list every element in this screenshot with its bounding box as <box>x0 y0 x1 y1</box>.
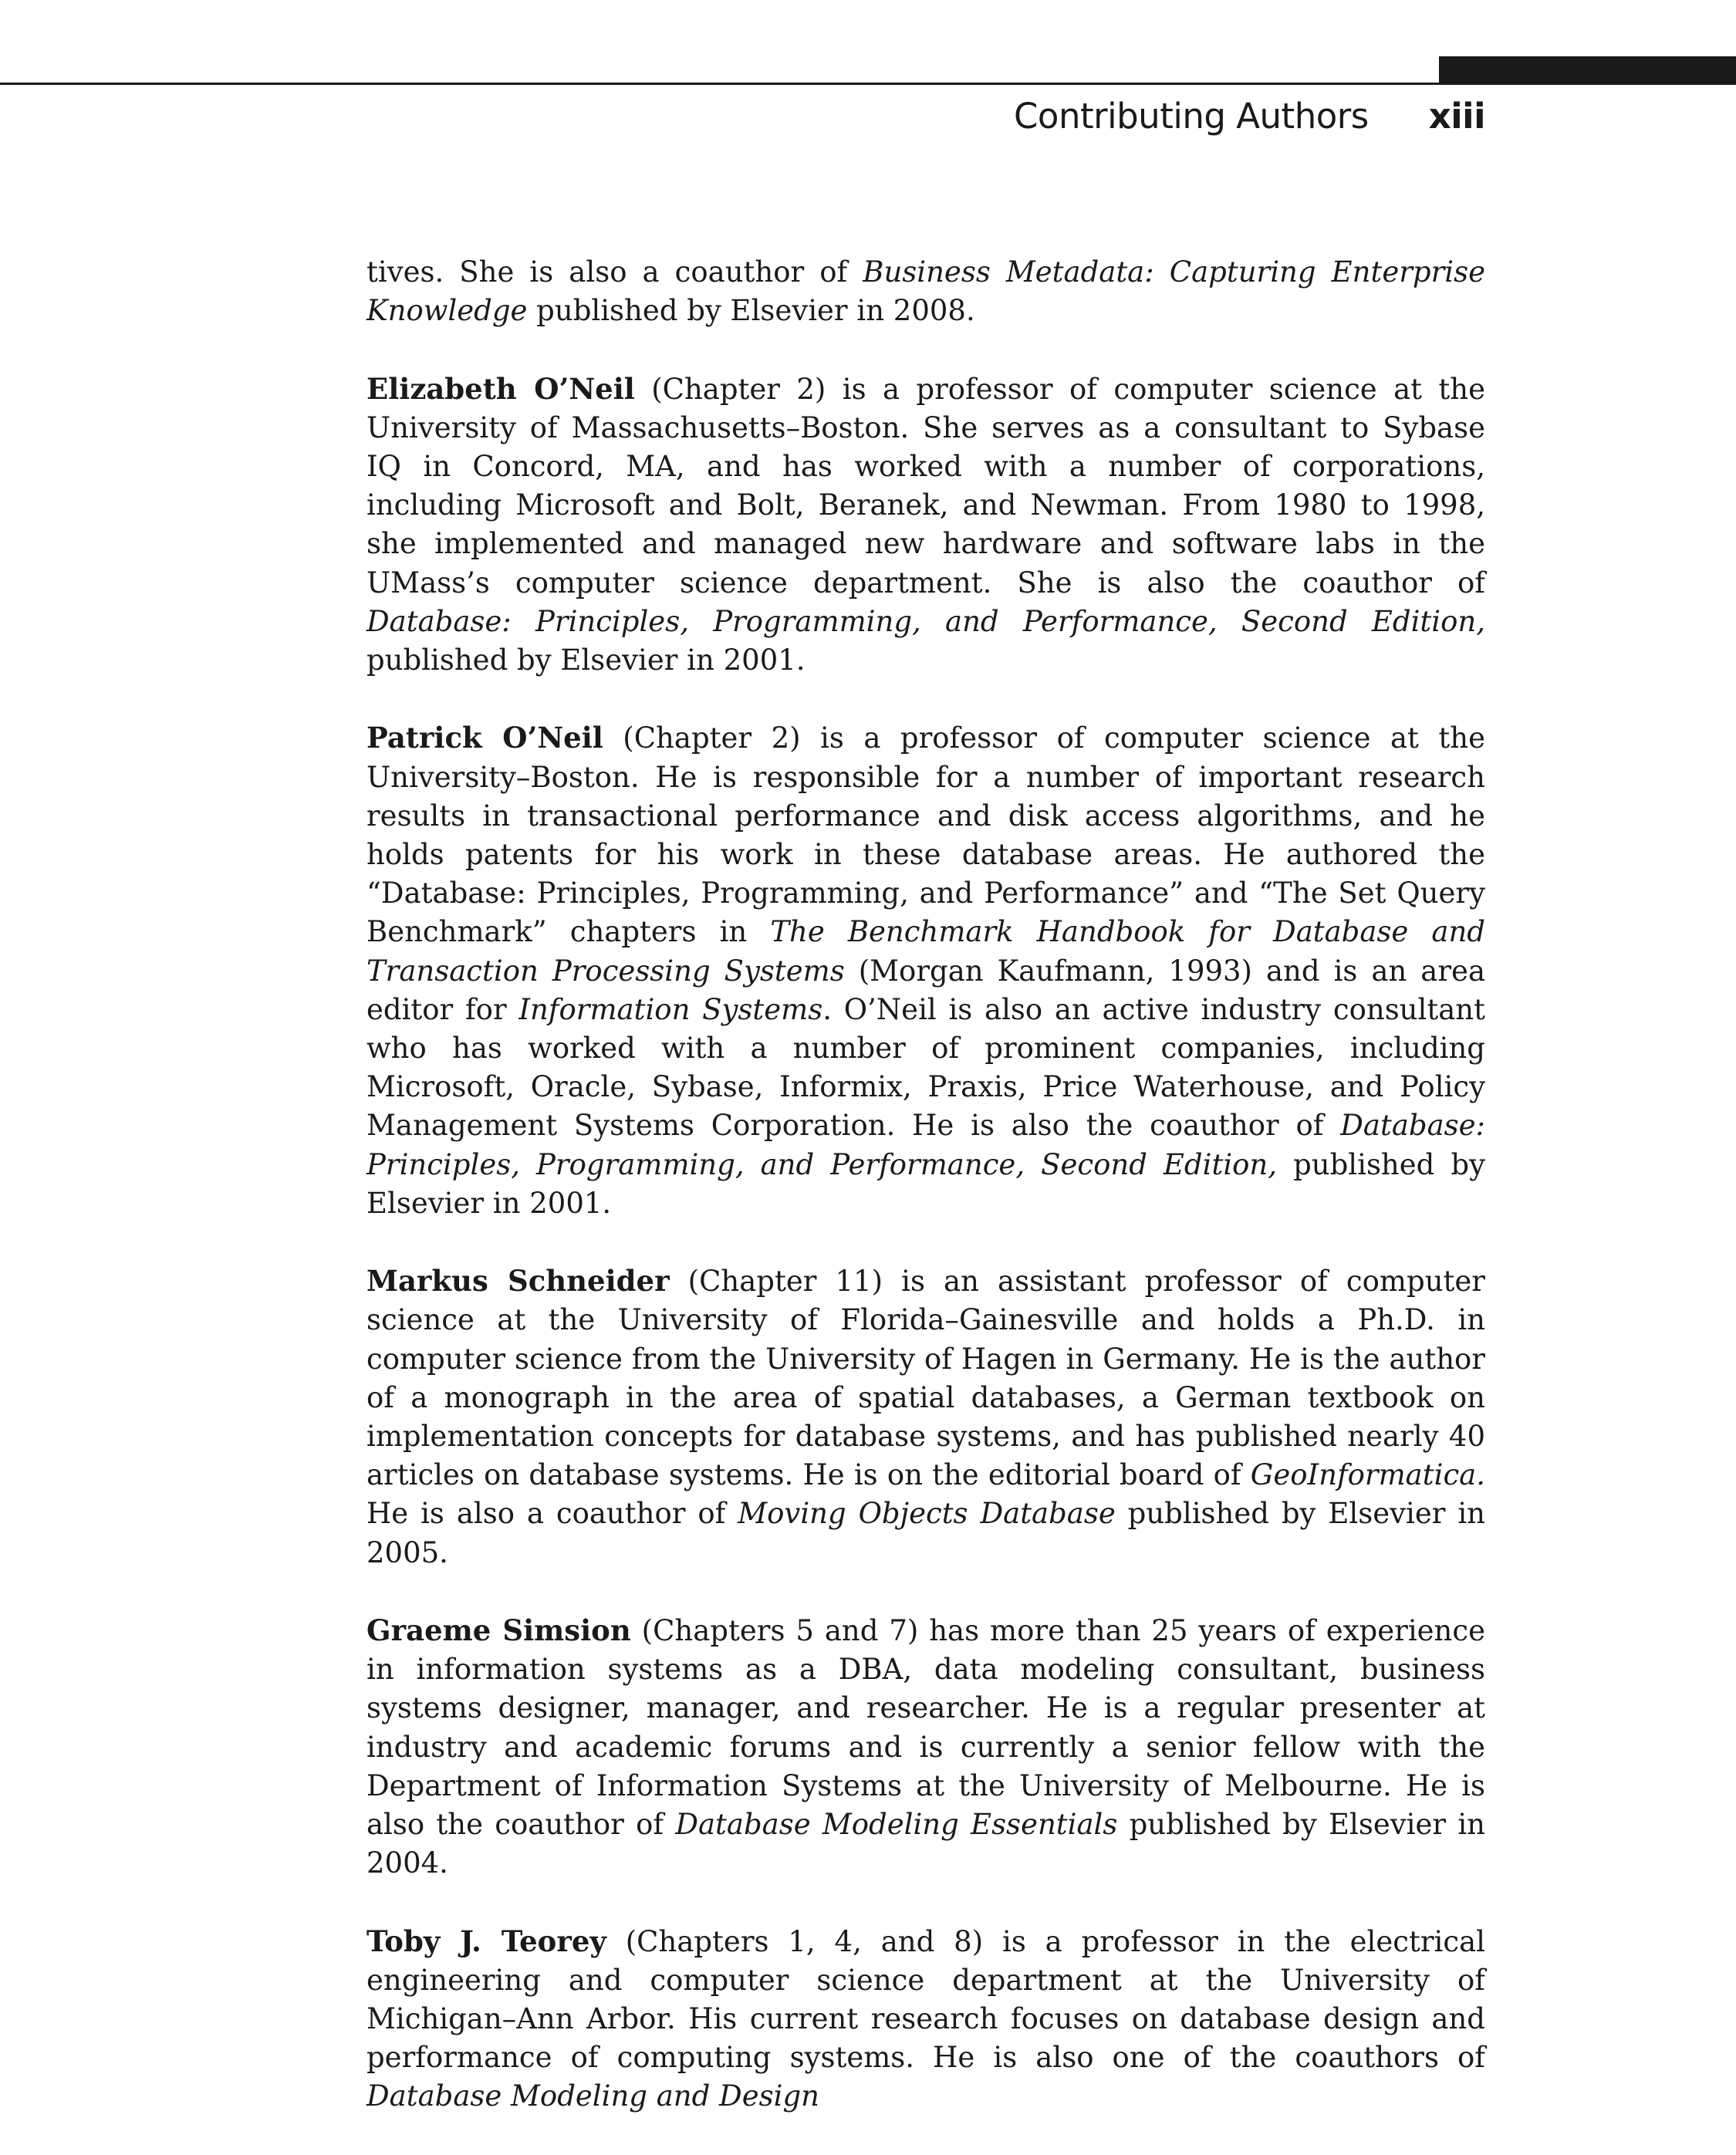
author-name: Elizabeth O’Neil <box>366 371 635 406</box>
journal-title: Information Systems <box>518 992 823 1026</box>
author-bio-patrick-oneil <box>366 718 1485 1223</box>
book-title: Database Modeling Essentials <box>675 1808 1118 1842</box>
page-number: xiii <box>1428 96 1485 137</box>
book-title: Database: Principles, Programming, and Performance, Second Edition, <box>366 604 1485 638</box>
author-bio-toby-teorey <box>366 1922 1485 2116</box>
book-title: Moving Objects Database <box>738 1497 1116 1531</box>
text-run: (Chapter 2) is a professor of computer science at the University of Massachusetts–Boston. She serves as a consultant to Sybase IQ in Concord, MA, and has worked with a number of corporations, including Microsoft and Bolt, Beranek, and Newman. From 1980 to 1998, she implemented and managed new hardware and software labs in the UMass’s computer science department. She is also the coauthor of <box>366 372 1485 600</box>
text-run: published by Elsevier in 2004. <box>366 1808 1485 1880</box>
book-title: Business Metadata: Capturing Enterprise Knowledge <box>366 255 1485 328</box>
author-name: Markus Schneider <box>366 1264 670 1299</box>
text-run: tives. She is also a coauthor of <box>366 255 863 289</box>
text-run: (Chapters 5 and 7) has more than 25 years of experience in information systems as a DBA, data modeling consultant, business systems designer, manager, and researcher. He is a regular presenter at industry and academic forums and is currently a senior fellow with the Department of Information Systems at the University of Melbourne. He is also the coauthor of <box>366 1614 1485 1842</box>
header-tab-bar <box>1439 56 1736 85</box>
book-title: Database Modeling and Design <box>366 2079 819 2113</box>
paragraph-continuation <box>366 253 1485 330</box>
author-name: Patrick O’Neil <box>366 721 603 755</box>
text-run: (Chapter 11) is an assistant professor of computer science at the University of Florida–Gainesville and holds a Ph.D. in computer science from the University of Hagen in Germany. He is the author of a monograph in the area of spatial databases, a German textbook on implementation concepts for database systems, and has published nearly 40 articles on database systems. He is on the editorial board of <box>366 1265 1485 1492</box>
body-text <box>366 253 1485 2155</box>
author-name: Graeme Simsion <box>366 1613 631 1648</box>
section-title: Contributing Authors <box>1014 96 1369 137</box>
author-bio-elizabeth-oneil <box>366 370 1485 681</box>
text-run: published by Elsevier in 2005. <box>366 1497 1485 1569</box>
text-run: published by Elsevier in 2001. <box>366 1147 1485 1220</box>
text-run: (Morgan Kaufmann, 1993) and is an area editor for <box>366 954 1486 1026</box>
text-run: He is also a coauthor of <box>366 1497 738 1531</box>
journal-title: GeoInformatica. <box>1250 1458 1485 1492</box>
text-run: (Chapter 2) is a professor of computer science at the University–Boston. He is responsible for a number of important research results in transactional performance and disk access algorithms, and he holds patents for his work in these database areas. He authored the “Database: Principles, Programming, and Performance” and “The Set Query Benchmark” chapters in <box>366 721 1485 949</box>
author-name: Toby J. Teorey <box>366 1924 606 1958</box>
running-head <box>1014 91 1485 142</box>
text-run: published by Elsevier in 2001. <box>366 643 806 677</box>
author-bio-markus-schneider <box>366 1262 1485 1572</box>
book-title: The Benchmark Handbook for Database and Transaction Processing Systems <box>366 915 1485 988</box>
text-run: (Chapters 1, 4, and 8) is a professor in the electrical engineering and computer science department at the University of Michigan–Ann Arbor. His current research focuses on database design and performance of computing systems. He is also one of the coauthors of <box>366 1924 1486 2075</box>
author-bio-graeme-simsion <box>366 1611 1485 1883</box>
text-run: published by Elsevier in 2008. <box>527 294 975 328</box>
book-title: Database: Principles, Programming, and Performance, Second Edition, <box>366 1109 1485 1181</box>
text-run: . O’Neil is also an active industry consultant who has worked with a number of prominent companies, including Microsoft, Oracle, Sybase, Informix, Praxis, Price Waterhouse, and Policy Management Systems Corporation. He is also the coauthor of <box>366 992 1485 1143</box>
